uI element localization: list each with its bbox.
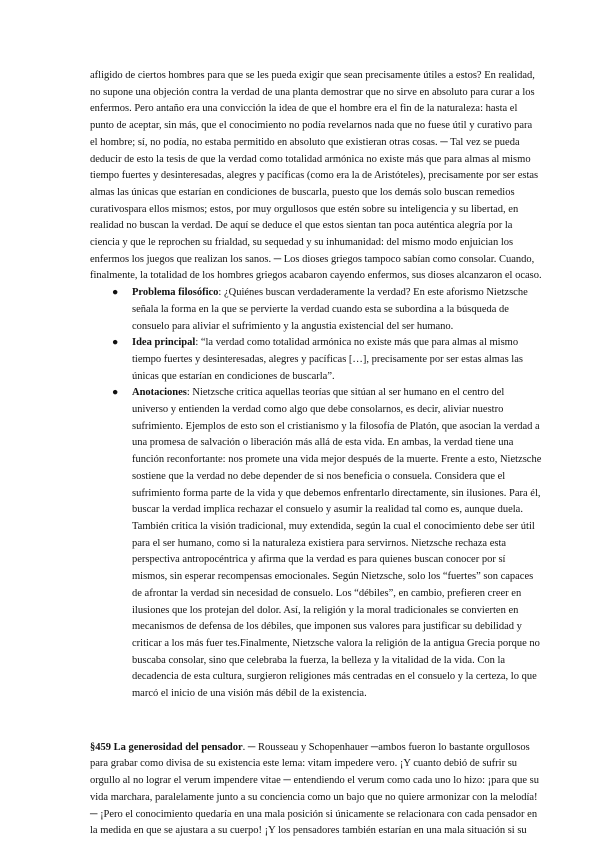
bullet-icon: ● — [112, 337, 119, 349]
note-text: : ¿Quiénes buscan verdaderamente la verdad? En este aforismo Nietzsche señala la forma en la que se pervierte la verdad cuando esta se subordina a la búsqueda de consuelo para aliviar el sufrimiento y la angustia existencial del ser humano. — [132, 287, 528, 332]
bullet-icon: ● — [112, 387, 119, 399]
note-philosophical-problem — [112, 285, 542, 335]
aphorism-459-heading: §459 La generosidad del pensador — [90, 741, 243, 753]
note-label: Anotaciones — [132, 387, 187, 399]
bullet-icon: ● — [112, 287, 119, 299]
section-spacer — [90, 703, 542, 740]
note-main-idea — [112, 335, 542, 385]
note-label: Idea principal — [132, 337, 196, 349]
aphorism-458-text: afligido de ciertos hombres para que se les pueda exigir que sean precisamente útiles a estos? En realidad, no supone una objeción contra la verdad de una planta demostrar que no sirve en absoluto para curar a los enfermos. Pero antaño era una convicción la idea de que el hombre era el fin de la naturaleza: hasta el punto de aceptar, sin más, que el conocimiento no podía revelarnos nada que no fuese útil y curativo para el hombre; sí, no podía, no estaba permitido en absoluto que existieran otras cosas. ─ Tal vez se pueda deducir de esto la tesis de que la verdad como totalidad armónica no existe más que para almas al mismo tiempo fuertes y desinteresadas, alegres y pacíficas (como era la de Aristóteles), precisamente por ser estas almas las únicas que estarían en condiciones de buscarla, puesto que los demás solo buscan remedios curativospara ellos mismos; estos, por muy orgullosos que estén sobre su inteligencia y su libertad, en realidad no buscan la verdad. De aquí se deduce el que estos sientan tan poca auténtica alegría por la ciencia y que le reprochen su frialdad, su sequedad y su inhumanidad: del mismo modo enjuician los enfermos los juegos que realizan los sanos. ─ Los dioses griegos tampoco sabían como consolar. Cuando, finalmente, la totalidad de los hombres griegos acabaron cayendo enfermos, sus dioses alcanzaron el ocaso. — [90, 70, 542, 282]
notes-list — [90, 285, 542, 703]
note-text: : “la verdad como totalidad armónica no existe más que para almas al mismo tiempo fuertes y desinteresadas, alegres y pacíficas […], precisamente por ser estas almas las únicas que estarían en condiciones de buscarla”. — [132, 337, 523, 382]
note-text: : Nietzsche critica aquellas teorías que sitúan al ser humano en el centro del universo y entienden la verdad como algo que debe consolarnos, es decir, aliviar nuestro sufrimiento. Ejemplos de esto son el cristianismo y la filosofía de Platón, que asocian la verdad a una promesa de salvación o liberación más allá de esta vida. En ambas, la verdad tiene una función reconfortante: nos promete una vida mejor después de la muerte. Frente a esto, Nietzsche sostiene que la verdad no debe depender de si nos beneficia o consuela. Considera que el sufrimiento forma parte de la vida y que debemos enfrentarlo directamente, sin ilusiones. Para él, buscar la verdad implica rechazar el consuelo y asumir la realidad tal como es, aunque duela. También critica la visión tradicional, muy extendida, según la cual el conocimiento debe ser útil para el ser humano, como si la naturaleza existiera para servirnos. Nietzsche rechaza esta perspectiva antropocéntrica y afirma que la verdad es para quienes buscan conocer por sí mismos, sin esperar recompensas emocionales. Según Nietzsche, solo los “fuertes” son capaces de afrontar la verdad sin necesidad de consuelo. Los “débiles”, en cambio, prefieren creer en ilusiones que los protejan del dolor. Así, la religión y la moral tradicionales se convierten en mecanismos de defensa de los débiles, que imponen sus valores para justificar su debilidad y criticar a los más fuer tes.Finalmente, Nietzsche valora la religión de la antigua Grecia porque no buscaba consolar, sino que celebraba la fuerza, la belleza y la vitalidad de la vida. Con la decadencia de esta cultura, surgieron religiones más centradas en el consuelo y la certeza, lo que marcó el inicio de una visión más débil de la existencia. — [132, 387, 542, 700]
note-annotations — [112, 385, 542, 702]
aphorism-459 — [90, 740, 542, 840]
aphorism-459-text: . ─ Rousseau y Schopenhauer ─ambos fueron lo bastante orgullosos para grabar como divisa de su existencia este lema: vitam impedere vero. ¡Y cuanto debió de sufrir su orgullo al no lograr el verum impendere vitae ─ entendiendo el verum como cada uno lo hizo: ¡para que su vida marchara, paralelamente junto a su conciencia como un bajo que no quiere armonizar con la melodía! ─ ¡Pero el conocimiento quedaría en una mala posición si únicamente se relacionara con cada pensador en la medida en que se ajustara a su cuerpo! ¡Y los pensadores también estarían en una mala situación si su — [90, 741, 539, 837]
note-label: Problema filosófico — [132, 287, 219, 299]
